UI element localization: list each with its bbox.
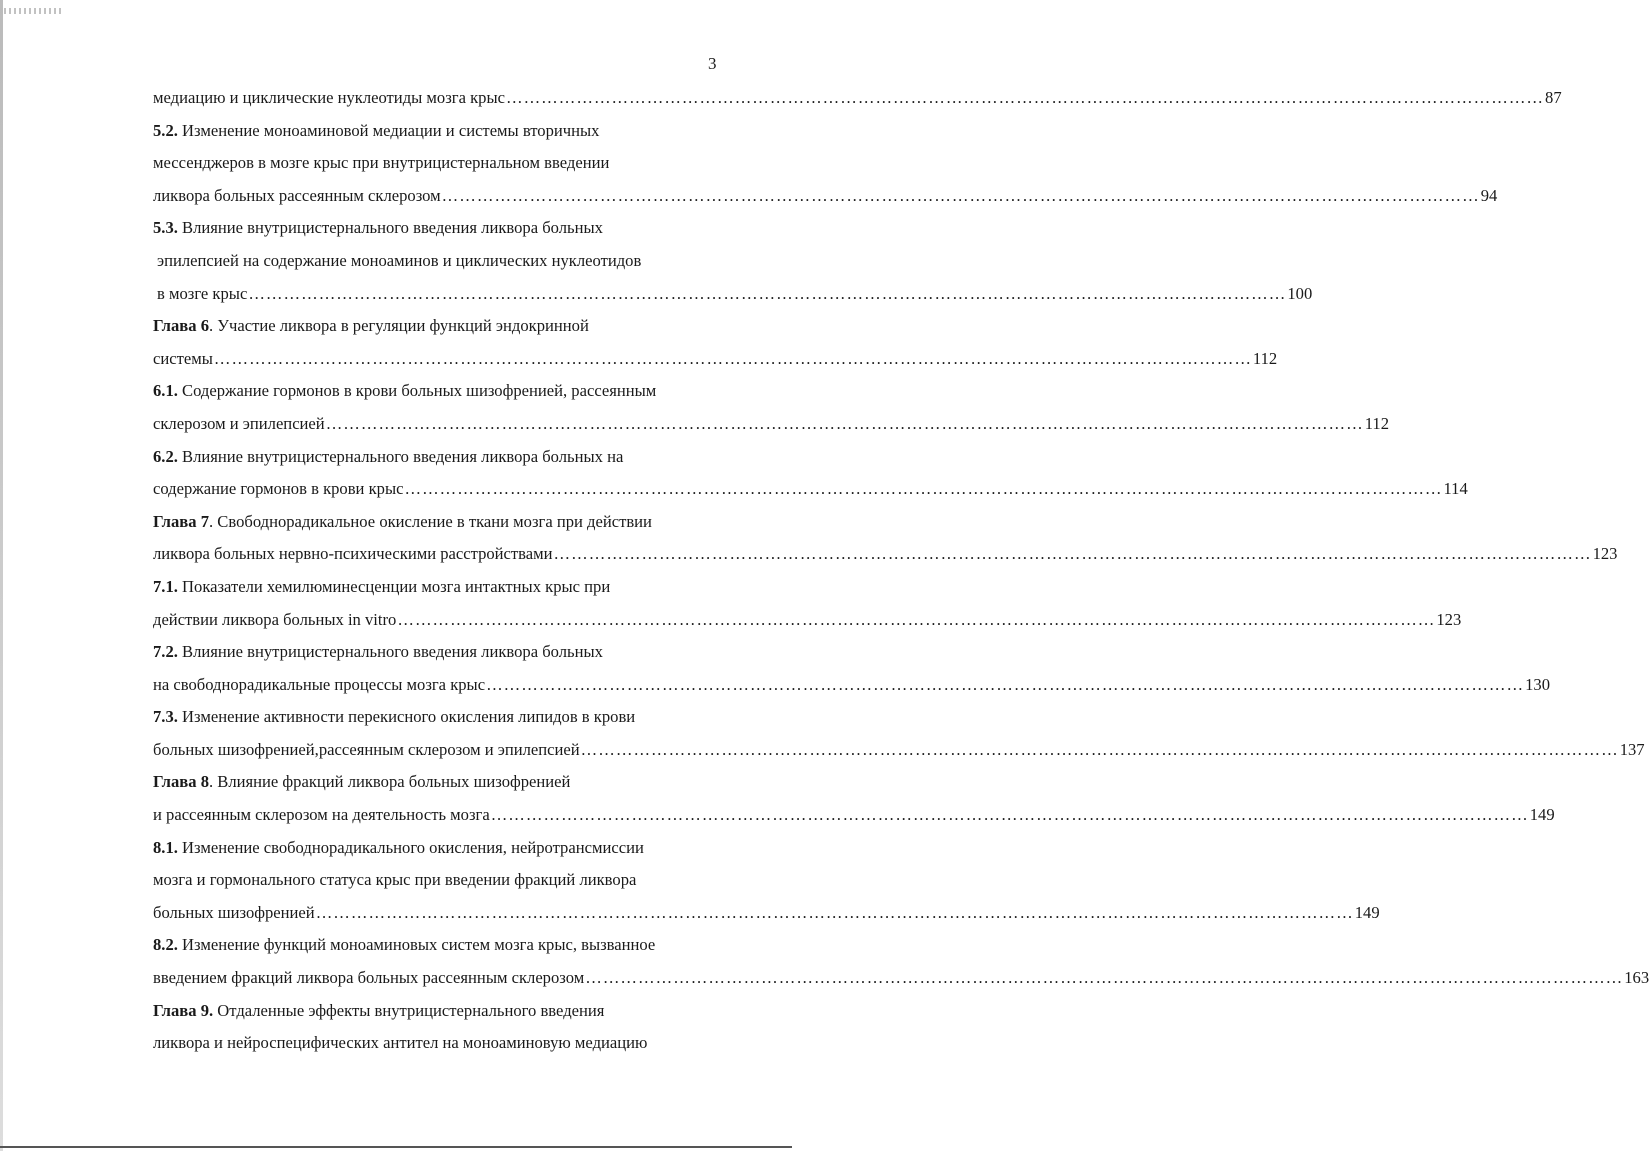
toc-text: Отдаленные эффекты внутрицистернального введения: [213, 1000, 605, 1020]
toc-page: 149: [1354, 902, 1380, 922]
toc-page: 163: [1624, 968, 1649, 988]
toc-number: 7.3.: [153, 707, 178, 727]
toc-line: [153, 310, 728, 343]
toc-page: 137: [1619, 739, 1645, 759]
toc-line: [153, 701, 728, 734]
page-left-edge: [0, 0, 3, 1151]
toc-page: 100: [1287, 283, 1313, 303]
toc-text: больных шизофренией,рассеянным склерозом и эпилепсией: [153, 739, 580, 759]
toc-leader-dots: ……………………………………………………………………………………………………………………………………………………………: [397, 609, 1436, 629]
toc-line: [153, 832, 728, 865]
toc-text: Изменение функций моноаминовых систем мозга крыс, вызванное: [177, 935, 656, 955]
toc-leader-dots: ……………………………………………………………………………………………………………………………………………………………: [325, 413, 1364, 433]
toc-line: [153, 604, 1462, 637]
toc-leader-dots: ……………………………………………………………………………………………………………………………………………………………: [490, 805, 1529, 825]
toc-text: содержание гормонов в крови крыс: [153, 479, 404, 499]
toc-number: 8.1.: [153, 837, 178, 857]
toc-number: 7.1.: [153, 576, 178, 596]
toc-page: 123: [1436, 609, 1462, 629]
toc-text: и рассеянным склерозом на деятельность мозга: [153, 805, 490, 825]
toc-line: [153, 82, 1562, 115]
toc-line: [153, 734, 1645, 767]
toc-line: [153, 897, 1380, 930]
toc-text: эпилепсией на содержание моноаминов и циклических нуклеотидов: [157, 250, 642, 270]
toc-line: [153, 962, 1649, 995]
toc-text: введением фракций ликвора больных рассеянным склерозом: [153, 968, 585, 988]
toc-text: ликвора больных нервно-психическими расстройствами: [153, 544, 553, 564]
toc-text: . Участие ликвора в регуляции функций эндокринной: [209, 316, 589, 336]
toc-page: 130: [1525, 674, 1550, 694]
toc-text: на свободнорадикальные процессы мозга крыс: [153, 674, 486, 694]
toc-text: действии ликвора больных in vitro: [153, 609, 397, 629]
toc-text: Влияние внутрицистернального введения ликвора больных на: [177, 446, 624, 466]
toc-number: 5.2.: [153, 120, 178, 140]
toc-line: [153, 278, 1313, 311]
toc-line: [153, 115, 728, 148]
toc-line: [153, 212, 728, 245]
toc-line: [153, 506, 728, 539]
toc-page: 114: [1443, 479, 1468, 499]
toc-leader-dots: ……………………………………………………………………………………………………………………………………………………………: [505, 88, 1545, 107]
toc-number: 7.2.: [153, 642, 178, 662]
toc-text: . Влияние фракций ликвора больных шизофренией: [209, 772, 571, 792]
toc-line: [153, 441, 728, 474]
toc-leader-dots: ……………………………………………………………………………………………………………………………………………………………: [315, 902, 1354, 922]
toc-text: системы: [153, 348, 213, 368]
toc-page: 112: [1364, 413, 1389, 433]
toc-number: Глава 9.: [153, 1000, 214, 1020]
toc-line: [153, 1027, 728, 1060]
toc-text: Показатели хемилюминесценции мозга интактных крыс при: [177, 576, 611, 596]
toc-line: [153, 929, 728, 962]
toc-leader-dots: ……………………………………………………………………………………………………………………………………………………………: [213, 348, 1252, 368]
toc-line: [153, 864, 728, 897]
toc-line: [153, 245, 728, 278]
toc-text: больных шизофренией: [153, 902, 315, 922]
toc-number: 5.3.: [153, 218, 178, 238]
toc-leader-dots: ……………………………………………………………………………………………………………………………………………………………: [585, 968, 1624, 988]
toc-number: Глава 6: [153, 316, 209, 336]
toc-number: Глава 8: [153, 772, 209, 792]
toc-text: мессенджеров в мозге крыс при внутрицистернальном введении: [153, 153, 610, 173]
toc-leader-dots: ……………………………………………………………………………………………………………………………………………………………: [553, 544, 1592, 564]
toc-line: [153, 799, 1555, 832]
toc-text: Содержание гормонов в крови больных шизофренией, рассеянным: [177, 381, 657, 401]
toc-line: [153, 669, 1550, 702]
toc-leader-dots: ……………………………………………………………………………………………………………………………………………………………: [486, 674, 1525, 694]
toc-line: [153, 636, 728, 669]
toc-line: [153, 473, 1468, 506]
toc-text: Изменение активности перекисного окисления липидов в крови: [177, 707, 636, 727]
scan-artifact: [4, 8, 64, 14]
toc-leader-dots: ……………………………………………………………………………………………………………………………………………………………: [248, 283, 1287, 303]
toc-text: Изменение свободнорадикального окисления, нейротрансмиссии: [177, 837, 644, 857]
toc-leader-dots: ……………………………………………………………………………………………………………………………………………………………: [580, 739, 1619, 759]
table-of-contents: [153, 82, 1649, 1060]
toc-text: Изменение моноаминовой медиации и системы вторичных: [177, 120, 600, 140]
toc-line: [153, 147, 728, 180]
toc-text: ликвора и нейроспецифических антител на моноаминовую медиацию: [153, 1033, 648, 1053]
toc-number: 6.2.: [153, 446, 178, 466]
toc-text: Влияние внутрицистернального введения ликвора больных: [177, 642, 603, 662]
toc-number: Глава 7: [153, 511, 209, 531]
toc-text: медиацию и циклические нуклеотиды мозга крыс: [153, 88, 505, 107]
toc-text: склерозом и эпилепсией: [153, 413, 325, 433]
toc-line: [153, 995, 728, 1028]
toc-leader-dots: ……………………………………………………………………………………………………………………………………………………………: [404, 479, 1443, 499]
toc-page: 112: [1252, 348, 1278, 368]
page-bottom-edge: [0, 1146, 792, 1148]
toc-page: 123: [1592, 544, 1618, 564]
toc-leader-dots: ……………………………………………………………………………………………………………………………………………………………: [441, 185, 1480, 205]
toc-line: [153, 180, 1498, 213]
toc-page: 87: [1545, 88, 1562, 107]
toc-text: мозга и гормонального статуса крыс при введении фракций ликвора: [153, 870, 637, 890]
toc-line: [153, 343, 1278, 376]
toc-line: [153, 375, 728, 408]
toc-text: в мозге крыс: [157, 283, 248, 303]
toc-text: . Свободнорадикальное окисление в ткани мозга при действии: [209, 511, 652, 531]
toc-page: 149: [1529, 805, 1555, 825]
page-number: 3: [708, 54, 717, 73]
toc-page: 94: [1480, 185, 1498, 205]
toc-line: [153, 538, 1618, 571]
toc-text: ликвора больных рассеянным склерозом: [153, 185, 441, 205]
toc-text: Влияние внутрицистернального введения ликвора больных: [177, 218, 603, 238]
toc-line: [153, 571, 728, 604]
toc-line: [153, 766, 728, 799]
toc-line: [153, 408, 1389, 441]
toc-number: 8.2.: [153, 935, 178, 955]
toc-number: 6.1.: [153, 381, 178, 401]
